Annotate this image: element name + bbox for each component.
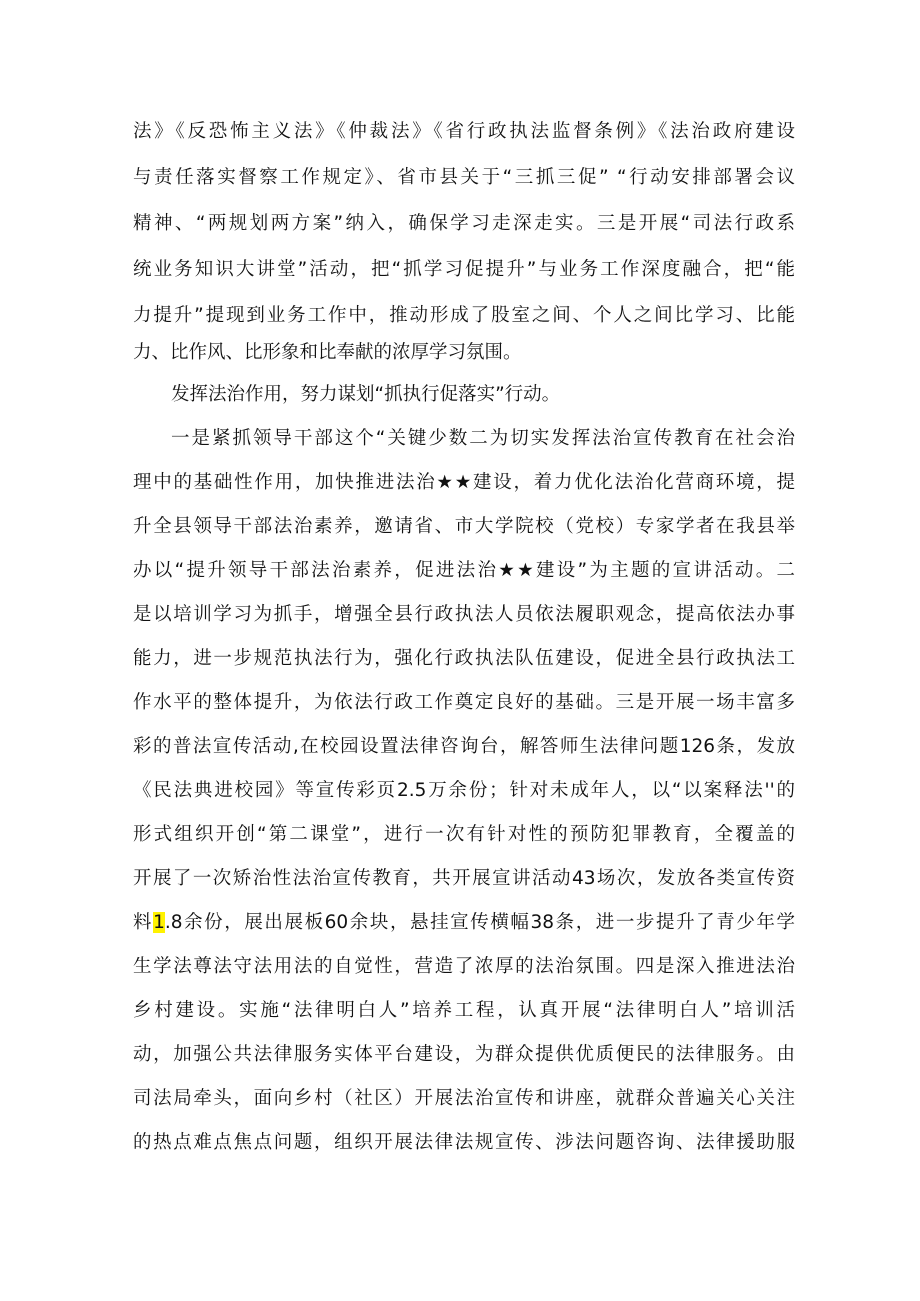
text-line: 司法局牵头，面向乡村（社区）开展法治宣传和讲座，就群众普遍关心关注: [133, 1088, 795, 1109]
text-line: 与责任落实督察工作规定》、省市县关于“三抓三促” “行动安排部署会议: [133, 167, 795, 188]
text-line: 形式组织开创“第二课堂”，进行一次有针对性的预防犯罪教育，全覆盖的: [133, 824, 795, 845]
text-line: 统业务知识大讲堂”活动，把“抓学习促提升”与业务工作深度融合，把“能: [133, 259, 795, 280]
text-line: 升全县领导干部法治素养，邀请省、市大学院校（党校）专家学者在我县举: [133, 516, 795, 537]
text-line: 开展了一次矫治性法治宣传教育，共开展宣讲活动43场次，发放各类宣传资: [133, 868, 795, 889]
text-line: 是以培训学习为抓手，增强全县行政执法人员依法履职观念，提高依法办事: [133, 604, 795, 625]
text-line: 能力，进一步规范执法行为，强化行政执法队伍建设，促进全县行政执法工: [133, 648, 795, 669]
text-line: 法》《反恐怖主义法》《仲裁法》《省行政执法监督条例》《法治政府建设: [133, 121, 795, 142]
text-segment: .8余份，展出展板60余块，悬挂宣传横幅38条，进一步提升了青少年学: [164, 912, 795, 933]
text-line-with-highlight: [133, 908, 795, 938]
text-line: 彩的普法宣传活动,在校园设置法律咨询台，解答师生法律问题126条，发放: [133, 736, 795, 757]
text-line: 力、比作风、比形象和比奉献的浓厚学习氛围。: [133, 342, 522, 363]
text-segment: 料: [133, 912, 154, 933]
text-line: 力提升”提现到业务工作中，推动形成了股室之间、个人之间比学习、比能: [133, 305, 795, 326]
highlighted-text: 1: [153, 912, 165, 933]
text-line: 作水平的整体提升，为依法行政工作奠定良好的基础。三是开展一场丰富多: [133, 692, 795, 713]
text-line: 生学法尊法守法用法的自觉性，营造了浓厚的法治氛围。四是深入推进法治: [133, 956, 795, 977]
section-heading: 发挥法治作用，努力谋划“抓执行促落实”行动。: [171, 384, 561, 405]
text-line: 的热点难点焦点问题，组织开展法律法规宣传、涉法问题咨询、法律援助服: [133, 1132, 795, 1153]
text-line: 动，加强公共法律服务实体平台建设，为群众提供优质便民的法律服务。由: [133, 1044, 795, 1065]
text-line: 《民法典进校园》等宣传彩页2.5万余份；针对未成年人，以“以案释法''的: [133, 780, 795, 801]
text-line: 精神、“两规划两方案”纳入，确保学习走深走实。三是开展“司法行政系: [133, 213, 795, 234]
text-line: 一是紧抓领导干部这个“关键少数二为切实发挥法治宣传教育在社会治: [171, 428, 795, 449]
text-line: 办以“提升领导干部法治素养，促进法治★★建设”为主题的宣讲活动。二: [133, 560, 795, 581]
text-line: 乡村建设。实施“法律明白人”培养工程，认真开展“法律明白人”培训活: [133, 1000, 795, 1021]
text-line: 理中的基础性作用，加快推进法治★★建设，着力优化法治化营商环境，提: [133, 472, 795, 493]
